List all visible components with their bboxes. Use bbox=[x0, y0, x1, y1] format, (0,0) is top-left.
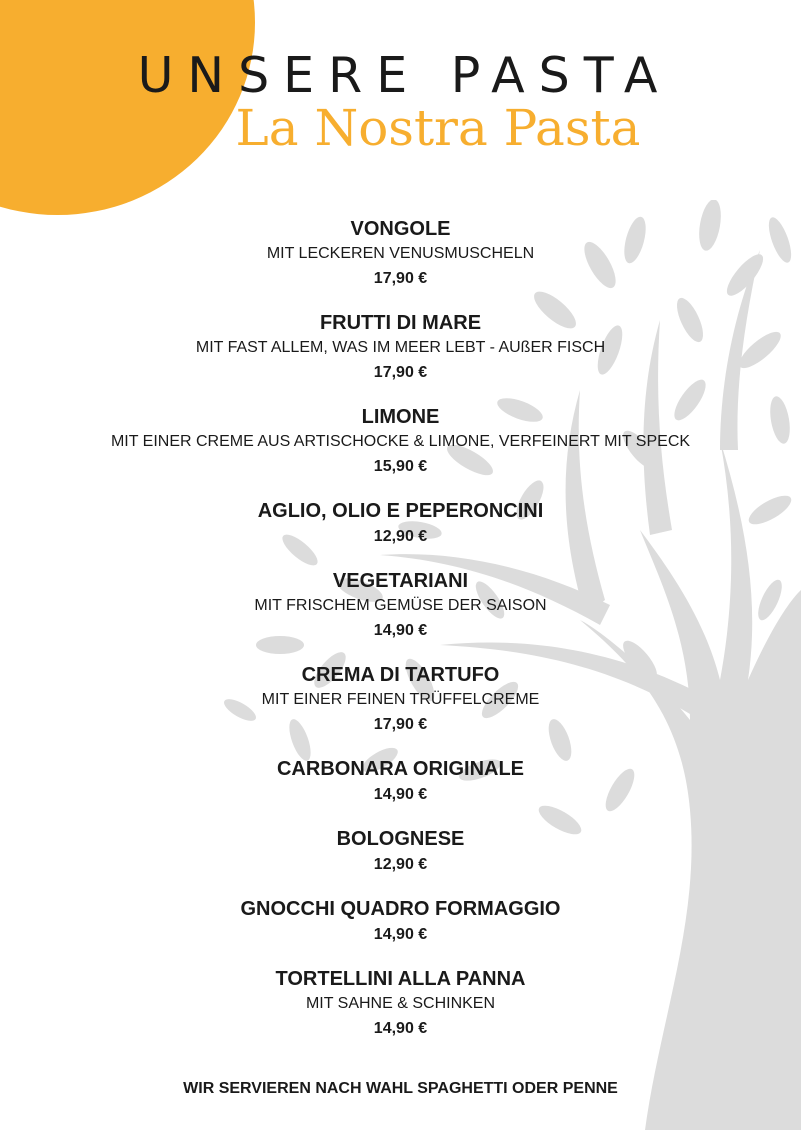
menu-item bbox=[0, 756, 801, 808]
dish-price: 12,90 € bbox=[373, 856, 428, 873]
dish-price: 12,90 € bbox=[373, 528, 428, 545]
menu-item bbox=[0, 216, 801, 292]
dish-description: MIT LECKEREN VENUSMUSCHELN bbox=[266, 245, 535, 262]
dish-price: 17,90 € bbox=[373, 270, 428, 287]
dish-name: GNOCCHI QUADRO FORMAGGIO bbox=[240, 898, 561, 920]
dish-name: CARBONARA ORIGINALE bbox=[276, 758, 525, 780]
menu-item bbox=[0, 568, 801, 644]
menu-item bbox=[0, 404, 801, 480]
dish-name: FRUTTI DI MARE bbox=[319, 312, 482, 334]
dish-price: 14,90 € bbox=[373, 926, 428, 943]
footer-note: WIR SERVIEREN NACH WAHL SPAGHETTI ODER PENNE bbox=[183, 1080, 618, 1097]
menu-item bbox=[0, 966, 801, 1042]
page-subtitle: La Nostra Pasta bbox=[235, 99, 641, 157]
dish-name: BOLOGNESE bbox=[336, 828, 465, 850]
dish-name: VEGETARIANI bbox=[332, 570, 469, 592]
menu-item bbox=[0, 826, 801, 878]
dish-name: TORTELLINI ALLA PANNA bbox=[275, 968, 526, 990]
dish-description: MIT SAHNE & SCHINKEN bbox=[305, 995, 496, 1012]
dish-description: MIT EINER CREME AUS ARTISCHOCKE & LIMONE, VERFEINERT MIT SPECK bbox=[110, 433, 691, 450]
dish-price: 14,90 € bbox=[373, 1020, 428, 1037]
menu-header bbox=[0, 46, 801, 158]
dish-price: 17,90 € bbox=[373, 716, 428, 733]
menu-item bbox=[0, 498, 801, 550]
menu-item bbox=[0, 662, 801, 738]
dish-description: MIT EINER FEINEN TRÜFFELCREME bbox=[261, 691, 540, 708]
menu-list bbox=[0, 216, 801, 1060]
page-title: UNSERE PASTA bbox=[137, 47, 672, 104]
dish-name: AGLIO, OLIO E PEPERONCINI bbox=[257, 500, 544, 522]
dish-name: CREMA DI TARTUFO bbox=[301, 664, 500, 686]
dish-price: 15,90 € bbox=[373, 458, 428, 475]
dish-price: 17,90 € bbox=[373, 364, 428, 381]
menu-item bbox=[0, 896, 801, 948]
dish-description: MIT FRISCHEM GEMÜSE DER SAISON bbox=[254, 597, 547, 614]
dish-name: VONGOLE bbox=[350, 218, 451, 240]
dish-price: 14,90 € bbox=[373, 786, 428, 803]
dish-name: LIMONE bbox=[361, 406, 440, 428]
dish-description: MIT FAST ALLEM, WAS IM MEER LEBT - AUßER FISCH bbox=[195, 339, 606, 356]
dish-price: 14,90 € bbox=[373, 622, 428, 639]
menu-item bbox=[0, 310, 801, 386]
